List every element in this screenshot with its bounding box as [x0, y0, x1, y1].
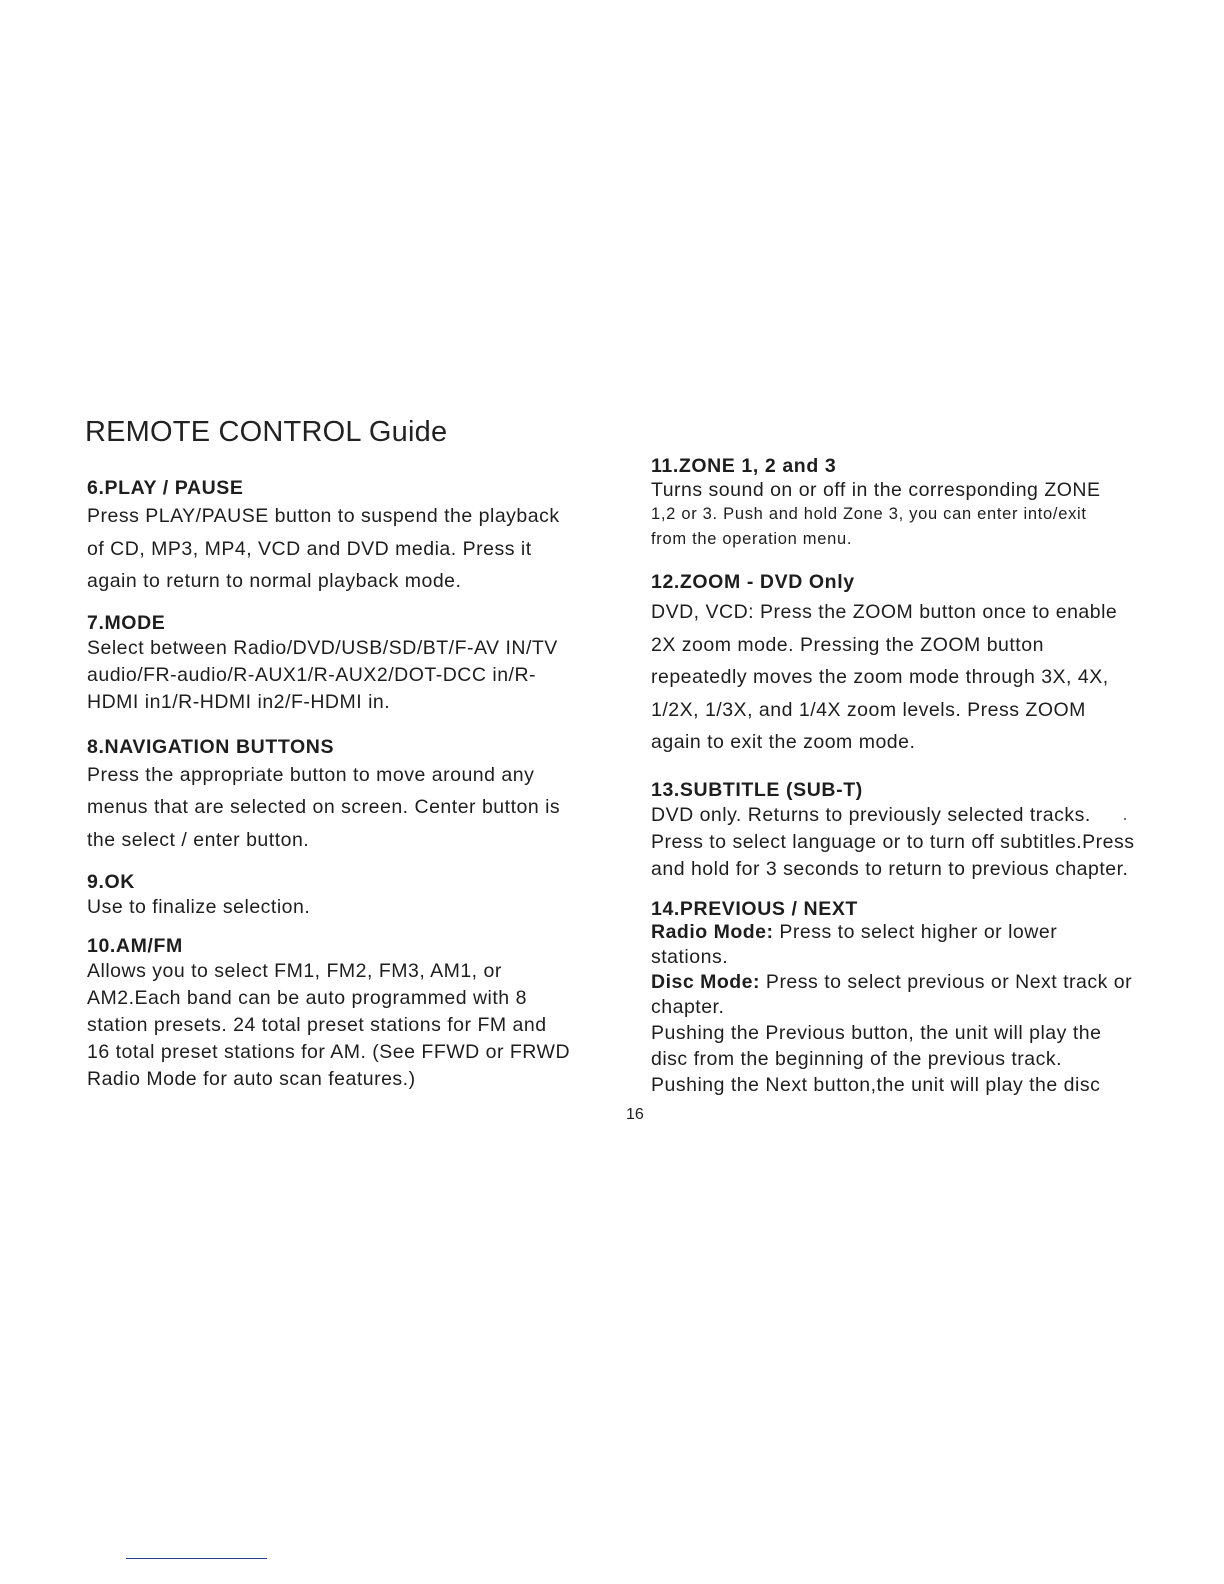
section-previous-next [651, 898, 1151, 1098]
stray-mark [1124, 818, 1126, 820]
left-column [87, 476, 597, 1093]
section-subtitle [651, 778, 1151, 883]
section-heading: 14.PREVIOUS / NEXT [651, 897, 858, 920]
previous-button-text: Pushing the Previous button, the unit will play the disc from the beginning of the previous track. [651, 1021, 1102, 1070]
section-heading: 8.NAVIGATION BUTTONS [87, 735, 335, 758]
section-heading: 9.OK [87, 871, 135, 893]
section-text: Allows you to select FM1, FM2, FM3, AM1, or AM2.Each band can be auto programmed with 8 station presets. 24 total preset stations for FM and 16 total preset stations for AM. (See FFWD or FRWD Radio Mode for auto scan features.) [87, 960, 571, 1090]
page-title: REMOTE CONTROL Guide [85, 416, 448, 448]
section-text: Press the appropriate button to move around any menus that are selected on screen. Center button is the select / enter button. [87, 763, 561, 851]
footer-rule [126, 1558, 267, 1559]
section-zoom [651, 570, 1151, 759]
disc-mode-desc: Press to select previous or Next track or chapter. [651, 970, 1133, 1018]
radio-mode-text [651, 920, 1121, 970]
section-mode [87, 611, 597, 716]
section-text: Press PLAY/PAUSE button to suspend the playback of CD, MP3, MP4, VCD and DVD media. Press it again to return to normal playback mode. [87, 505, 560, 592]
section-text-small: 1,2 or 3. Push and hold Zone 3, you can enter into/exit from the operation menu. [651, 505, 1087, 548]
section-play-pause [87, 476, 597, 598]
page-number: 16 [626, 1106, 644, 1123]
next-button-text: Pushing the Next button,the unit will play the disc [651, 1073, 1101, 1096]
section-text: DVD, VCD: Press the ZOOM button once to enable 2X zoom mode. Pressing the ZOOM button repeatedly moves the zoom mode through 3X, 4X, 1/2X, 1/3X, and 1/4X zoom levels. Press ZOOM again to exit the zoom mode. [651, 601, 1118, 753]
section-text: Select between Radio/DVD/USB/SD/BT/F-AV IN/TV audio/FR-audio/R-AUX1/R-AUX2/DOT-DCC in/R-HDMI in1/R-HDMI in2/F-HDMI in. [87, 636, 558, 713]
section-am-fm [87, 934, 597, 1093]
section-heading: 10.AM/FM [87, 935, 183, 957]
section-zone [651, 454, 1151, 551]
section-text: DVD only. Returns to previously selected tracks. Press to select language or to turn off subtitles.Press and hold for 3 seconds to return to previous chapter. [651, 803, 1135, 880]
section-navigation-buttons [87, 735, 597, 857]
radio-mode-desc: Press to select higher or lower stations. [651, 920, 1058, 968]
section-heading: 11.ZONE 1, 2 and 3 [651, 455, 837, 477]
section-text: Turns sound on or off in the corresponding ZONE [651, 479, 1101, 501]
radio-mode-label: Radio Mode: [651, 920, 774, 943]
section-ok [87, 870, 597, 921]
right-column [651, 454, 1151, 1098]
section-heading: 13.SUBTITLE (SUB-T) [651, 778, 863, 801]
disc-mode-text [651, 970, 1136, 1020]
section-heading: 12.ZOOM - DVD Only [651, 571, 855, 593]
disc-mode-label: Disc Mode: [651, 970, 761, 993]
section-heading: 7.MODE [87, 611, 166, 634]
section-heading: 6.PLAY / PAUSE [87, 477, 244, 499]
section-text: Use to finalize selection. [87, 896, 311, 918]
